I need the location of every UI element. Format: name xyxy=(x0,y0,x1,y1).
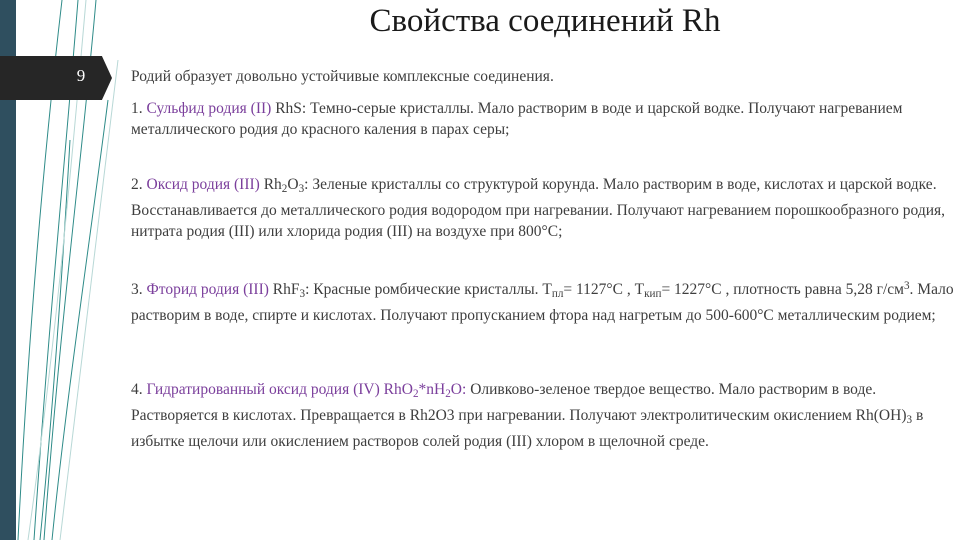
item-text: Оливково-зеленое твердое вещество. Мало растворим в воде. Растворяется в кислотах. Превращается в Rh2O3 при нагревании. Получают электролитическим окислением $Rh(OH)_3$ в избытке щелочи или окислением растворов солей родия (III) хлором в щелочной среде. xyxy=(131,380,924,451)
intro-text: Родий образует довольно устойчивые комплексные соединения. xyxy=(131,68,554,85)
item-heading: Оксид родия (III) xyxy=(146,175,260,193)
item-heading: Гидратированный оксид родия (IV) xyxy=(146,380,380,398)
item-text: Зеленые кристаллы со структурой корунда. Мало растворим в воде, кислотах и царской водке. Восстанавливается до металлического родия водородом при нагревании. Получают нагреванием порошкообразного родия, нитрата родия (III) или хлорида родия (III) на воздухе при 800°С; xyxy=(131,175,946,241)
item-number: 1. xyxy=(131,99,143,117)
item-number: 2. xyxy=(131,175,143,193)
formula: RhF$_3$ xyxy=(272,280,306,300)
item-1: 1. Сульфид родия (II) RhS: Темно-серые кристаллы. Мало растворим в воде и царской водке. Получают нагреванием металлического родия до красного каления в парах серы; xyxy=(131,99,903,138)
item-number: 4. xyxy=(131,380,143,398)
formula: $RhO_2*nH_2O$ xyxy=(383,380,462,400)
item-number: 3. xyxy=(131,280,143,298)
item-4: 4. Гидратированный оксид родия (IV) $RhO_2*nH_2O$: Оливково-зеленое твердое вещество. Мало растворим в воде. Растворяется в кислотах. Превращается в Rh2O3 при нагревании. Получают электролитическим окислением $Rh(OH)_3$ в избытке щелочи или окислением растворов солей родия (III) хлором в щелочной среде. xyxy=(131,380,924,451)
item-heading: Фторид родия (III) xyxy=(146,280,269,298)
formula: RhS xyxy=(275,99,302,117)
slide-content xyxy=(131,66,955,453)
item-2: 2. Оксид родия (III) $Rh_2O_3$: Зеленые кристаллы со структурой корунда. Мало растворим в воде, кислотах и царской водке. Восстанавливается до металлического родия водородом при нагревании. Получают нагреванием порошкообразного родия, нитрата родия (III) или хлорида родия (III) на воздухе при 800°С; xyxy=(131,175,946,241)
formula: $Rh_2O_3$ xyxy=(263,175,305,195)
slide-title: Свойства соединений Rh xyxy=(369,3,721,39)
item-text: Красные ромбические кристаллы. $Т_{пл}= 1127^\circ C$ , $Т_{кип}= 1227^\circ C$ , плотность равна 5,28 $г/см^3$. Мало растворим в воде, спирте и кислотах. Получают пропусканием фтора над нагретым до 500-600°С металлическим родием; xyxy=(131,279,954,325)
item-heading: Сульфид родия (II) xyxy=(146,99,272,117)
slide-number: 9 xyxy=(76,66,86,85)
item-text: Темно-серые кристаллы. Мало растворим в воде и царской водке. Получают нагреванием металлического родия до красного каления в парах серы; xyxy=(131,99,903,138)
item-3: 3. Фторид родия (III) RhF$_3$: Красные ромбические кристаллы. $Т_{пл}= 1127^\circ C$ , $Т_{кип}= 1227^\circ C$ , плотность равна 5,28 $г/см^3$. Мало растворим в воде, спирте и кислотах. Получают пропусканием фтора над нагретым до 500-600°С металлическим родием; xyxy=(131,279,954,325)
